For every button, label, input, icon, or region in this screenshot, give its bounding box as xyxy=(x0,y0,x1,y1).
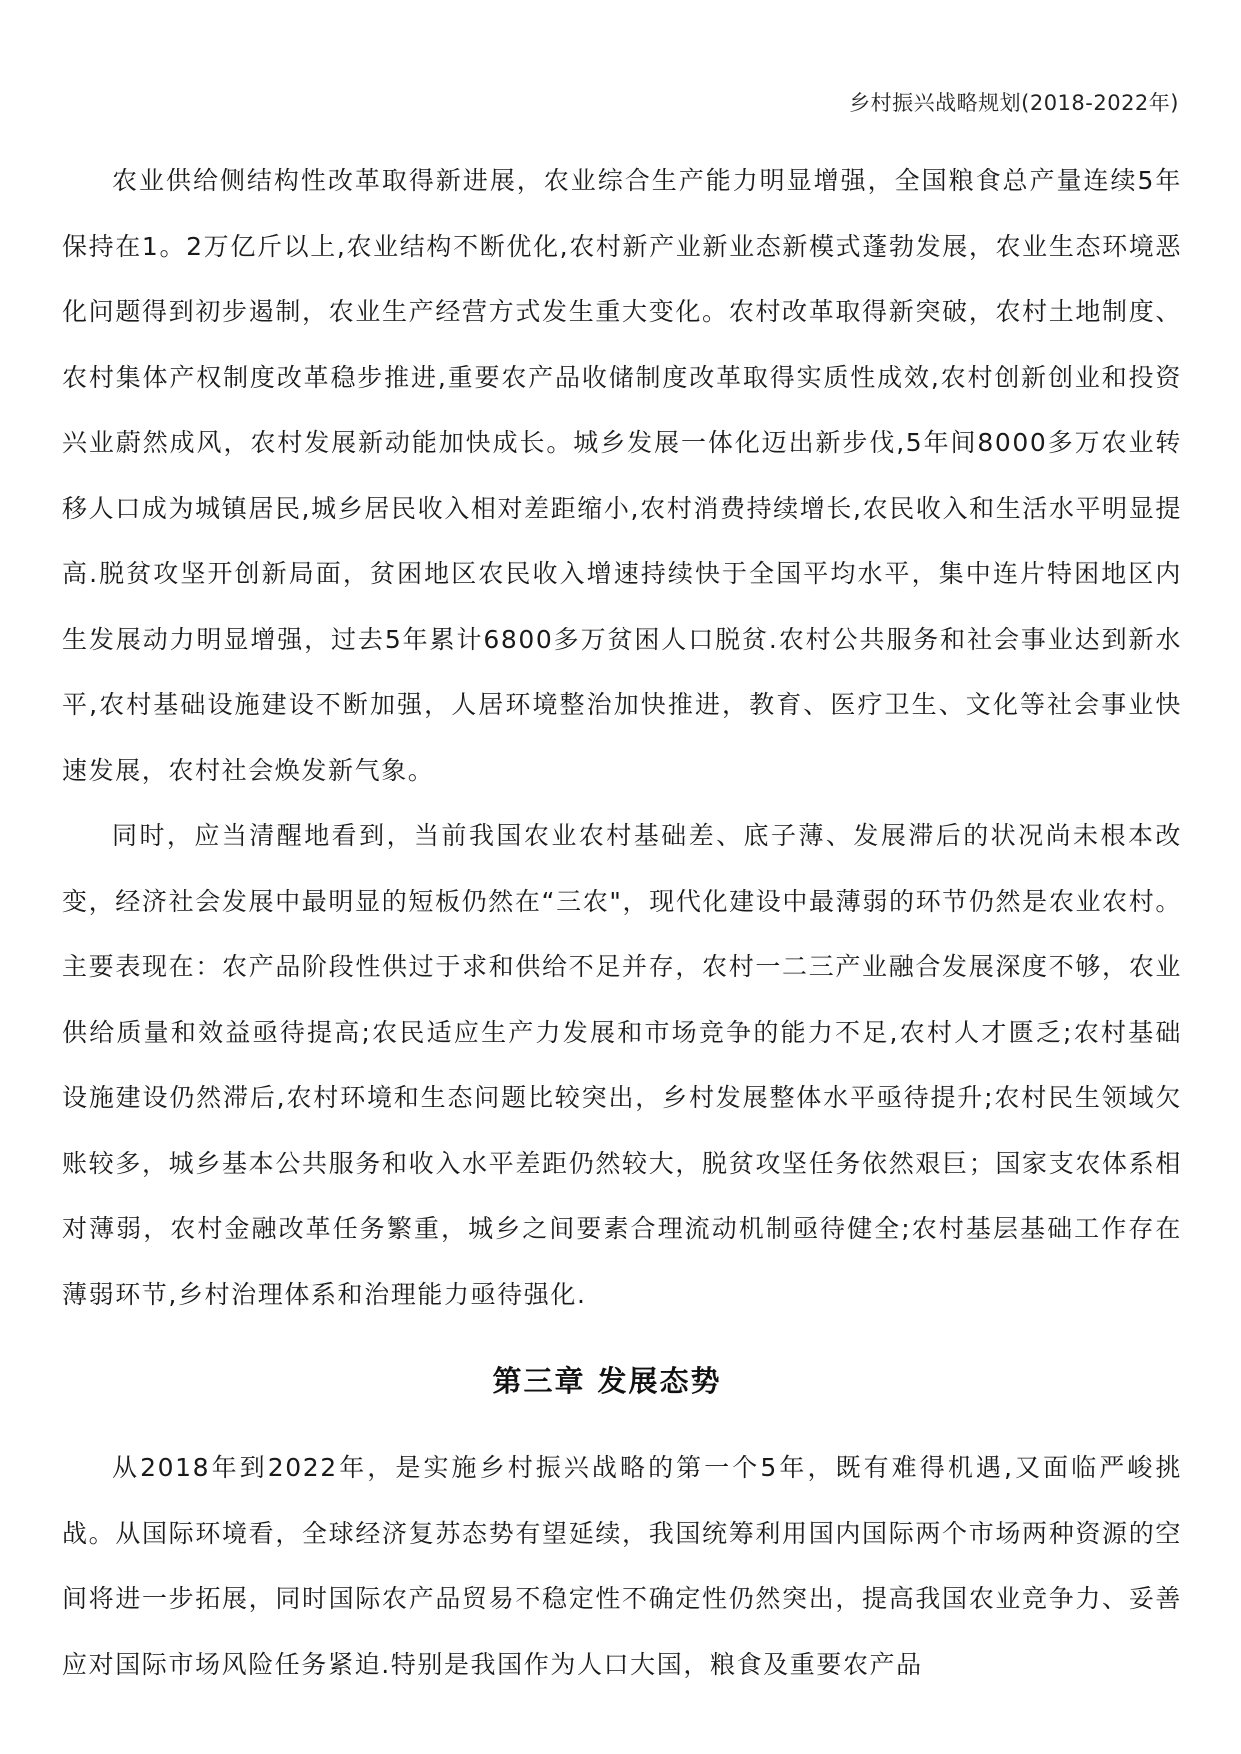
document-body xyxy=(62,148,1182,1697)
paragraph: 农业供给侧结构性改革取得新进展，农业综合生产能力明显增强，全国粮食总产量连续5年保持在1。2万亿斤以上,农业结构不断优化,农村新产业新业态新模式蓬勃发展，农业生态环境恶化问题得到初步遏制，农业生产经营方式发生重大变化。农村改革取得新突破，农村土地制度、农村集体产权制度改革稳步推进,重要农产品收储制度改革取得实质性成效,农村创新创业和投资兴业蔚然成风，农村发展新动能加快成长。城乡发展一体化迈出新步伐,5年间8000多万农业转移人口成为城镇居民,城乡居民收入相对差距缩小,农村消费持续增长,农民收入和生活水平明显提高.脱贫攻坚开创新局面，贫困地区农民收入增速持续快于全国平均水平，集中连片特困地区内生发展动力明显增强，过去5年累计6800多万贫困人口脱贫.农村公共服务和社会事业达到新水平,农村基础设施建设不断加强，人居环境整治加快推进，教育、医疗卫生、文化等社会事业快速发展，农村社会焕发新气象。 xyxy=(62,166,1182,785)
paragraph: 从2018年到2022年，是实施乡村振兴战略的第一个5年，既有难得机遇,又面临严峻挑战。从国际环境看，全球经济复苏态势有望延续，我国统筹利用国内国际两个市场两种资源的空间将进一步拓展，同时国际农产品贸易不稳定性不确定性仍然突出，提高我国农业竞争力、妥善应对国际市场风险任务紧迫.特别是我国作为人口大国，粮食及重要农产品 xyxy=(62,1453,1182,1679)
running-header: 乡村振兴战略规划(2018-2022年) xyxy=(849,91,1179,115)
paragraph: 同时，应当清醒地看到，当前我国农业农村基础差、底子薄、发展滞后的状况尚未根本改变，经济社会发展中最明显的短板仍然在“三农"，现代化建设中最薄弱的环节仍然是农业农村。主要表现在：农产品阶段性供过于求和供给不足并存，农村一二三产业融合发展深度不够，农业供给质量和效益亟待提高;农民适应生产力发展和市场竞争的能力不足,农村人才匮乏;农村基础设施建设仍然滞后,农村环境和生态问题比较突出，乡村发展整体水平亟待提升;农村民生领域欠账较多，城乡基本公共服务和收入水平差距仍然较大，脱贫攻坚任务依然艰巨；国家支农体系相对薄弱，农村金融改革任务繁重，城乡之间要素合理流动机制亟待健全;农村基层基础工作存在薄弱环节,乡村治理体系和治理能力亟待强化. xyxy=(62,821,1182,1309)
chapter-title: 第三章 发展态势 xyxy=(492,1364,722,1398)
